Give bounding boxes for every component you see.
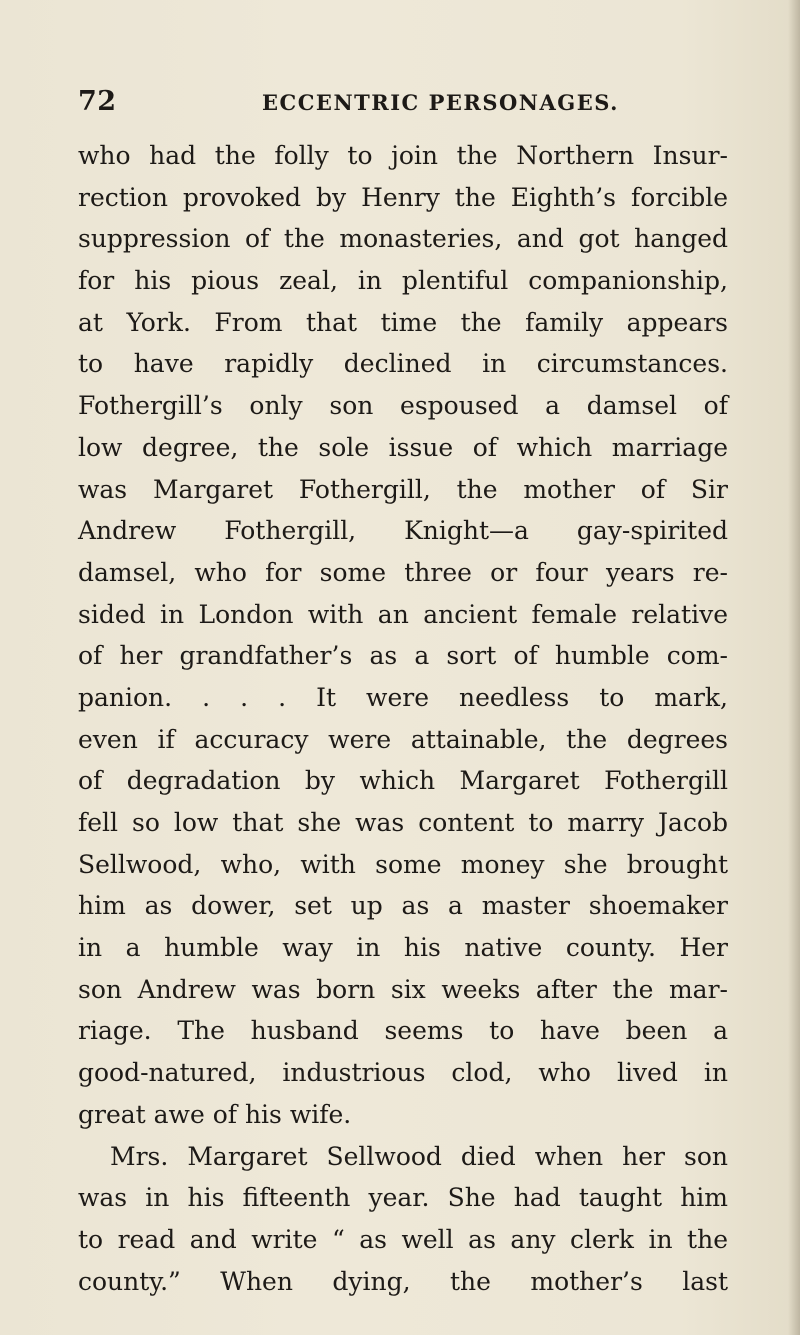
text-line: Mrs. Margaret Sellwood died when her son — [110, 1141, 728, 1171]
text-line: was in his fifteenth year. She had taught him — [78, 1183, 728, 1213]
text-line: great awe of his wife. — [78, 1099, 352, 1129]
page-number: 72 — [78, 86, 117, 117]
page-edge-shadow — [788, 0, 800, 1335]
text-line: suppression of the monasteries, and got hanged — [78, 224, 728, 254]
text-line: rection provoked by Henry the Eighth’s forcible — [78, 182, 728, 212]
text-line: Sellwood, who, with some money she brought — [78, 849, 728, 879]
text-line: Fothergill’s only son espoused a damsel of — [78, 391, 728, 421]
text-line: of her grandfather’s as a sort of humble com- — [78, 641, 728, 671]
text-line: him as dower, set up as a master shoemaker — [78, 891, 728, 921]
text-line: to have rapidly declined in circumstances. — [78, 349, 728, 379]
text-line: to read and write “ as well as any clerk in the — [78, 1224, 728, 1254]
text-line: good-natured, industrious clod, who lived in — [78, 1058, 728, 1088]
text-line: sided in London with an ancient female relative — [78, 599, 728, 629]
text-line: county.” When dying, the mother’s last — [78, 1266, 728, 1296]
text-line: panion. . . . It were needless to mark, — [78, 682, 728, 712]
text-line: riage. The husband seems to have been a — [78, 1016, 728, 1046]
text-line: Andrew Fothergill, Knight—a gay-spirited — [78, 516, 728, 546]
text-line: damsel, who for some three or four years re- — [78, 557, 728, 587]
text-line: of degradation by which Margaret Fothergill — [78, 766, 728, 796]
running-head: ECCENTRIC PERSONAGES. — [262, 90, 619, 115]
text-line: was Margaret Fothergill, the mother of Sir — [78, 474, 728, 504]
text-line: who had the folly to join the Northern Insur- — [78, 141, 728, 170]
text-line: fell so low that she was content to marry Jacob — [78, 808, 728, 837]
text-line: at York. From that time the family appears — [78, 307, 728, 337]
text-line: low degree, the sole issue of which marriage — [78, 432, 728, 462]
text-line: even if accuracy were attainable, the degrees — [78, 724, 728, 754]
body-text — [78, 135, 728, 1302]
text-line: son Andrew was born six weeks after the mar- — [78, 974, 728, 1004]
page-header — [78, 86, 718, 120]
text-line: in a humble way in his native county. Her — [78, 933, 728, 963]
text-line: for his pious zeal, in plentiful companionship, — [78, 266, 728, 296]
